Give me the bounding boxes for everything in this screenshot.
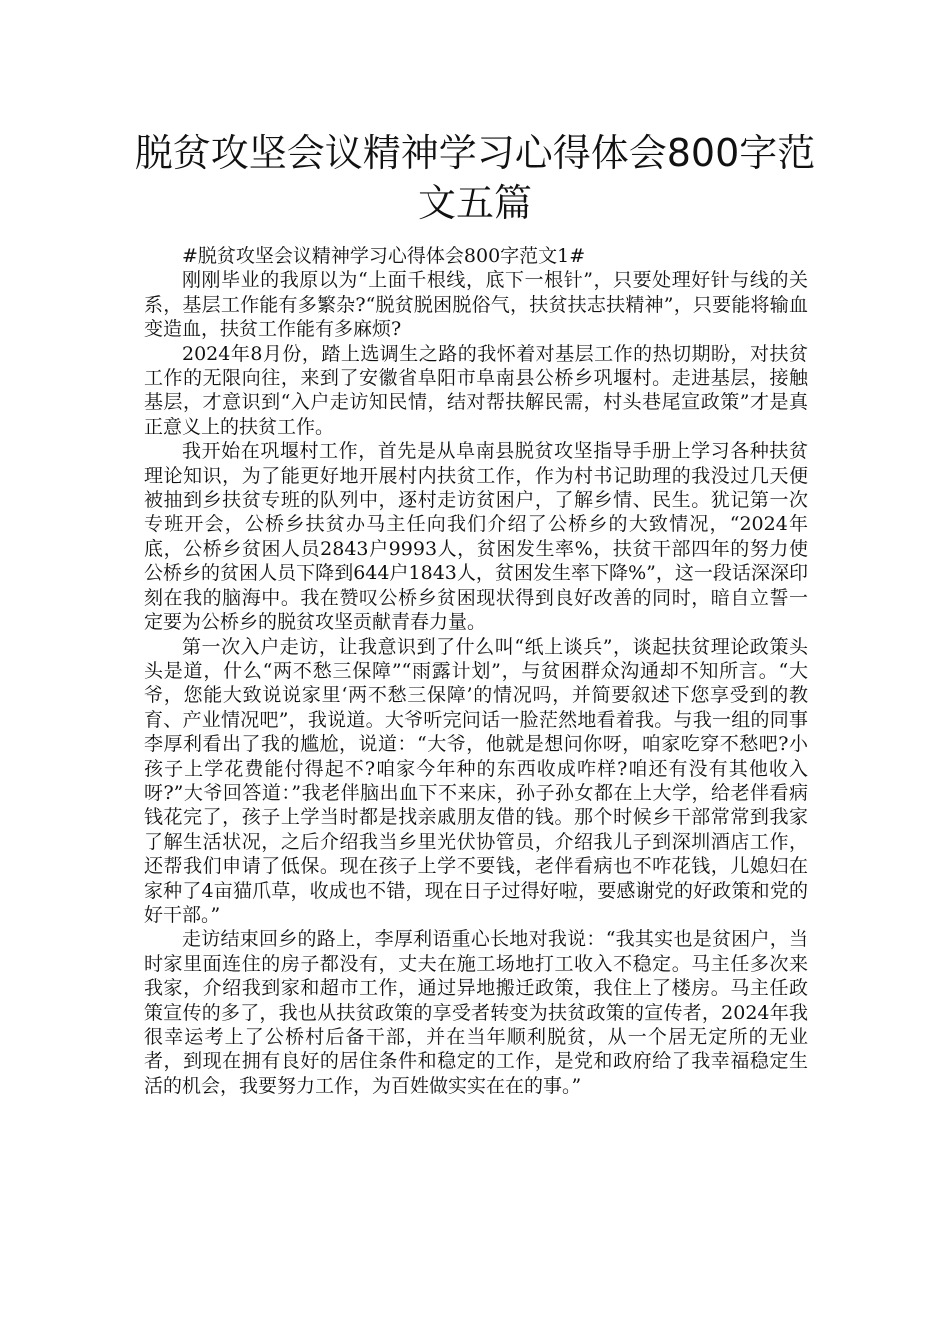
paragraph-1: 刚刚毕业的我原以为“上面千根线，底下一根针”，只要处理好针与线的关系，基层工作能有多繁杂?“脱贫脱困脱俗气，扶贫扶志扶精神”，只要能将输血变造血，扶贫工作能有多麻烦? [144, 269, 808, 341]
document-title: 脱贫攻坚会议精神学习心得体会800字范文五篇 [134, 131, 816, 225]
section-heading: #脱贫攻坚会议精神学习心得体会800字范文1# [182, 245, 586, 267]
paragraph-4: 第一次入户走访，让我意识到了什么叫“纸上谈兵”，谈起扶贫理论政策头头是道，什么“两不愁三保障”“雨露计划”，与贫困群众沟通却不知所言。“大爷，您能大致说说家里‘两不愁三保障’的情况吗，并简要叙述下您享受到的教育、产业情况吧”，我说道。大爷听完问话一脸茫然地看着我。与我一组的同事李厚利看出了我的尴尬，说道：“大爷，他就是想问你呀，咱家吃穿不愁吧?小孩子上学花费能付得起不?咱家今年种的东西收成咋样?咱还有没有其他收入呀?”大爷回答道：”我老伴脑出血下不来床，孙子孙女都在上大学，给老伴看病钱花完了，孩子上学当时都是找亲戚朋友借的钱。那个时候乡干部常常到我家了解生活状况，之后介绍我当乡里光伏协管员，介绍我儿子到深圳酒店工作，还帮我们申请了低保。现在孩子上学不要钱，老伴看病也不咋花钱，儿媳妇在家种了4亩猫爪草，收成也不错，现在日子过得好啦，要感谢党的好政策和党的好干部。” [144, 635, 808, 926]
paragraph-2: 2024年8月份，踏上选调生之路的我怀着对基层工作的热切期盼，对扶贫工作的无限向往，来到了安徽省阜阳市阜南县公桥乡巩堰村。走进基层，接触基层，才意识到“入户走访知民情，结对帮扶解民需，村头巷尾宣政策”才是真正意义上的扶贫工作。 [144, 342, 808, 438]
document-body [144, 244, 808, 1098]
paragraph-3: 我开始在巩堰村工作，首先是从阜南县脱贫攻坚指导手册上学习各种扶贫理论知识，为了能更好地开展村内扶贫工作，作为村书记助理的我没过几天便被抽到乡扶贫专班的队列中，逐村走访贫困户，了解乡情、民生。犹记第一次专班开会，公桥乡扶贫办马主任向我们介绍了公桥乡的大致情况，“2024年底，公桥乡贫困人员2843户9993人，贫困发生率%，扶贫干部四年的努力使公桥乡的贫困人员下降到644户1843人，贫困发生率下降%”，这一段话深深印刻在我的脑海中。我在赞叹公桥乡贫困现状得到良好改善的同时，暗自立誓一定要为公桥乡的脱贫攻坚贡献青春力量。 [144, 440, 808, 634]
paragraph-5: 走访结束回乡的路上，李厚利语重心长地对我说：“我其实也是贫困户，当时家里面连住的房子都没有，丈夫在施工场地打工收入不稳定。马主任多次来我家，介绍我到家和超市工作，通过异地搬迁政策，我住上了楼房。马主任政策宣传的多了，我也从扶贫政策的享受者转变为扶贫政策的宣传者，2024年我很幸运考上了公桥村后备干部，并在当年顺利脱贫，从一个居无定所的无业者，到现在拥有良好的居住条件和稳定的工作，是党和政府给了我幸福稳定生活的机会，我要努力工作，为百姓做实实在在的事。” [144, 928, 808, 1097]
